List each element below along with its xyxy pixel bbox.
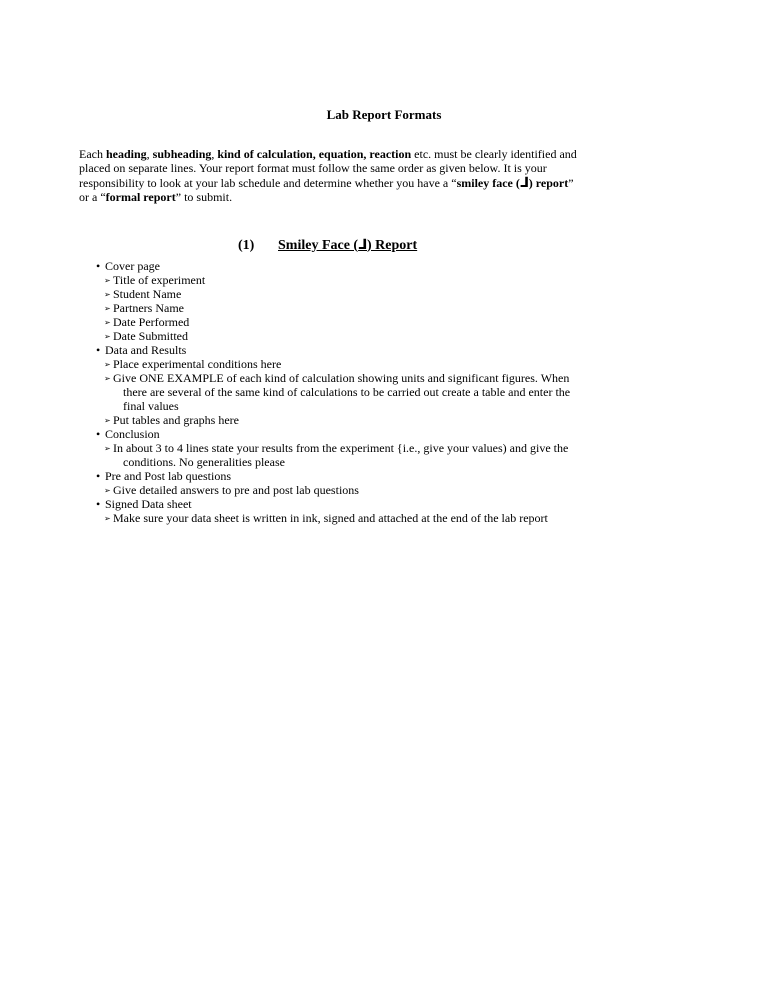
outline-item — [0, 427, 768, 441]
outline-item — [0, 343, 768, 357]
outline-subitem — [0, 371, 573, 413]
arrow-bullet-icon: ➢ — [104, 304, 111, 313]
arrow-bullet-icon: ➢ — [104, 444, 111, 453]
arrow-bullet-icon: ➢ — [104, 360, 111, 369]
intro-text: responsibility to look at your lab schedule and determine whether you have a “ — [79, 176, 457, 190]
outline-item-label: Data and Results — [105, 343, 187, 357]
outline-subitem-text: Date Performed — [113, 315, 190, 329]
intro-bold-report: ) report — [528, 176, 569, 190]
outline-item — [0, 469, 768, 483]
intro-text: ” to submit. — [175, 190, 233, 204]
intro-bold-kinds: kind of calculation, equation, reaction — [217, 147, 412, 161]
outline-subitem — [0, 315, 573, 329]
intro-text: etc. must be clearly identified and — [411, 147, 577, 161]
arrow-bullet-icon: ➢ — [104, 416, 111, 425]
outline-item-label: Cover page — [105, 259, 160, 273]
arrow-bullet-icon: ➢ — [104, 514, 111, 523]
outline-subitem-text: Partners Name — [113, 301, 184, 315]
outline-item-label: Conclusion — [105, 427, 160, 441]
intro-text: , — [146, 147, 153, 161]
intro-text: ” — [568, 176, 574, 190]
outline-item-label: Pre and Post lab questions — [105, 469, 231, 483]
outline-item — [0, 259, 768, 273]
arrow-bullet-icon: ➢ — [104, 332, 111, 341]
outline-subitem — [0, 273, 573, 287]
outline-subitem-text: Make sure your data sheet is written in ink, signed and attached at the end of the lab report — [113, 511, 548, 525]
intro-paragraph — [79, 147, 589, 204]
intro-line-2: placed on separate lines. Your report format must follow the same order as given below. It is your — [79, 161, 547, 175]
section-number: (1) — [238, 238, 255, 253]
intro-text: Each — [79, 147, 106, 161]
outline-subitem-text: Title of experiment — [113, 273, 206, 287]
outline-subitem-text: In about 3 to 4 lines state your results from the experiment {i.e., give your values) and give the conditions. No generalities please — [113, 441, 569, 469]
intro-line-3 — [79, 176, 589, 190]
arrow-bullet-icon: ➢ — [104, 276, 111, 285]
section-title-text: ) Report — [367, 238, 418, 253]
outline-subitem — [0, 329, 573, 343]
outline-subitem — [0, 483, 573, 497]
intro-text: , — [211, 147, 218, 161]
arrow-bullet-icon: ➢ — [104, 318, 111, 327]
intro-text: or a “ — [79, 190, 106, 204]
outline-subitem-text: Student Name — [113, 287, 182, 301]
bullet-icon: • — [96, 497, 101, 511]
document-title: Lab Report Formats — [326, 107, 442, 122]
intro-bold-subheading: subheading — [152, 147, 212, 161]
section-heading — [238, 238, 417, 253]
intro-line-4 — [79, 190, 589, 204]
smiley-icon: ⅃ — [519, 175, 529, 191]
arrow-bullet-icon: ➢ — [104, 486, 111, 495]
report-outline — [0, 259, 768, 525]
outline-subitem — [0, 511, 573, 525]
smiley-icon: ⅃ — [358, 237, 368, 253]
intro-bold-heading: heading — [105, 147, 147, 161]
outline-subitem — [0, 357, 573, 371]
intro-bold-smiley: smiley face ( — [456, 176, 520, 190]
outline-subitem-text: Place experimental conditions here — [113, 357, 282, 371]
arrow-bullet-icon: ➢ — [104, 290, 111, 299]
outline-subitem-text: Give ONE EXAMPLE of each kind of calculation showing units and significant figures. When there are several of the same kind of calculations to be carried out create a table and enter the final values — [113, 371, 571, 413]
bullet-icon: • — [96, 427, 101, 441]
outline-subitem-text: Give detailed answers to pre and post lab questions — [113, 483, 359, 497]
outline-subitem — [0, 441, 573, 469]
outline-subitem — [0, 301, 573, 315]
section-title — [278, 238, 417, 253]
outline-item — [0, 497, 768, 511]
section-title-text: Smiley Face ( — [278, 238, 359, 253]
bullet-icon: • — [96, 259, 101, 273]
outline-subitem-text: Put tables and graphs here — [113, 413, 239, 427]
outline-list — [0, 259, 768, 525]
bullet-icon: • — [96, 469, 101, 483]
intro-bold-formal: formal report — [105, 190, 176, 204]
outline-subitem-text: Date Submitted — [113, 329, 188, 343]
intro-line-1 — [79, 147, 589, 161]
bullet-icon: • — [96, 343, 101, 357]
arrow-bullet-icon: ➢ — [104, 374, 111, 383]
outline-subitem — [0, 413, 573, 427]
outline-subitem — [0, 287, 573, 301]
outline-item-label: Signed Data sheet — [105, 497, 192, 511]
